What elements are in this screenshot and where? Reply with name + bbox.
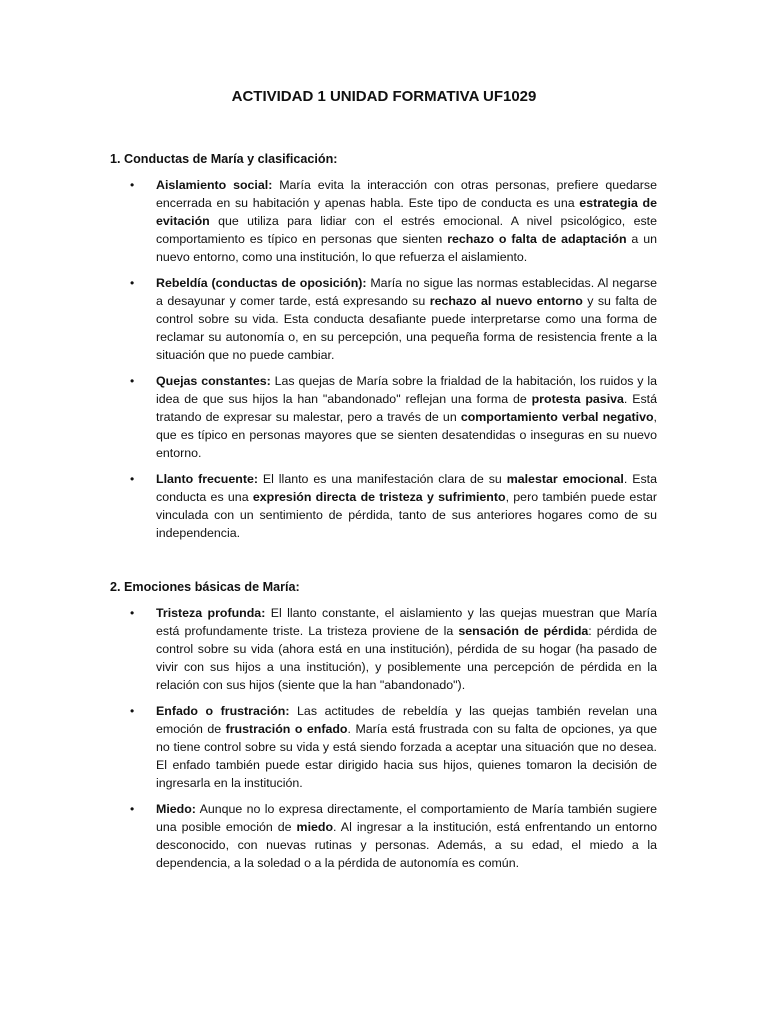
body-text: . Está tratando de expresar su malestar, pero a través de un [156,392,658,424]
body-text: Aunque no lo expresa directamente, el comportamiento de María también sugiere una posible emoción de [156,802,657,834]
bold-text: sensación de pérdida [458,624,589,638]
body-text: a un nuevo entorno, como una institución, lo que refuerza el aislamiento. [156,232,657,264]
body-text: , que es típico en personas mayores que se sienten desatendidas o inseguras en su nuevo entorno. [156,410,657,460]
section-conductas [110,150,657,550]
body-text: María evita la interacción con otras personas, prefiere quedarse encerrada en su habitación y apenas habla. Este tipo de conducta es una [156,178,657,210]
bold-text: rechazo al nuevo entorno [429,294,583,308]
body-text: El llanto es una manifestación clara de su [257,472,507,486]
bullet-list [110,604,657,872]
bullet-icon: • [130,472,135,486]
bullet-icon: • [130,704,135,718]
bullet-icon: • [130,178,135,192]
list-item [110,702,657,792]
section-emociones [110,578,657,880]
section-heading: 1. Conductas de María y clasificación: [110,152,338,166]
body-text: , pero también puede estar vinculada con un sentimiento de pérdida, tanto de sus anteriores hogares como de su independencia. [156,490,657,540]
bold-text: Rebeldía (conductas de oposición): [156,276,367,290]
bold-text: expresión directa de tristeza y sufrimiento [252,490,506,504]
list-item [110,800,657,872]
bold-text: miedo [296,820,334,834]
bullet-icon: • [130,276,135,290]
body-text: que utiliza para lidiar con el estrés emocional. A nivel psicológico, este comportamiento es típico en personas que sienten [156,214,657,246]
body-text: y su falta de control sobre su vida. Esta conducta desafiante puede interpretarse como una forma de reclamar su autonomía o, en su percepción, una pequeña forma de resistencia frente a la situación que no puede cambiar. [156,294,657,362]
bold-text: Enfado o frustración: [156,704,290,718]
bold-text: Miedo: [156,802,196,816]
body-text: Las quejas de María sobre la frialdad de la habitación, los ruidos y la idea de que sus hijos la han "abandonado" reflejan una forma de [156,374,658,406]
body-text: . María está frustrada con su falta de opciones, ya que no tiene control sobre su vida y está siendo forzada a aceptar una situación que no desea. El enfado también puede estar dirigido hacia sus hijos, quienes tomaron la decisión de ingresarla en la institución. [156,722,657,790]
list-item [110,470,657,542]
bold-text: Aislamiento social: [156,178,273,192]
body-text: : pérdida de control sobre su vida (ahora está en una institución), pérdida de su hogar (ha pasado de vivir con sus hijos a una institución), y posiblemente una percepción de pérdida en la relación con sus hijos (siente que la han "abandonado"). [156,624,658,692]
bold-text: comportamiento verbal negativo [460,410,654,424]
bold-text: estrategia de evitación [156,196,657,228]
body-text: Las actitudes de rebeldía y las quejas también revelan una emoción de [156,704,657,736]
bullet-list [110,176,657,542]
list-item [110,372,657,462]
body-text: . Al ingresar a la institución, está enfrentando un entorno desconocido, con nuevas rutinas y personas. Además, a su edad, el miedo a la dependencia, a la soledad o a la pérdida de autonomía es común. [156,820,657,870]
bullet-icon: • [130,606,135,620]
bold-text: frustración o enfado [225,722,348,736]
list-item [110,176,657,266]
list-item [110,274,657,364]
bold-text: malestar emocional [506,472,624,486]
bold-text: rechazo o falta de adaptación [447,232,627,246]
bullet-icon: • [130,374,135,388]
bold-text: protesta pasiva [531,392,624,406]
section-heading: 2. Emociones básicas de María: [110,580,300,594]
bold-text: Llanto frecuente: [156,472,258,486]
bold-text: Quejas constantes: [156,374,271,388]
body-text: . Esta conducta es una [156,472,658,504]
bold-text: Tristeza profunda: [156,606,266,620]
document-title: ACTIVIDAD 1 UNIDAD FORMATIVA UF1029 [231,88,537,105]
body-text: El llanto constante, el aislamiento y las quejas muestran que María está profundamente triste. La tristeza proviene de la [156,606,657,638]
list-item [110,604,657,694]
body-text: María no sigue las normas establecidas. Al negarse a desayunar y comer tarde, está expresando su [156,276,657,308]
bullet-icon: • [130,802,135,816]
